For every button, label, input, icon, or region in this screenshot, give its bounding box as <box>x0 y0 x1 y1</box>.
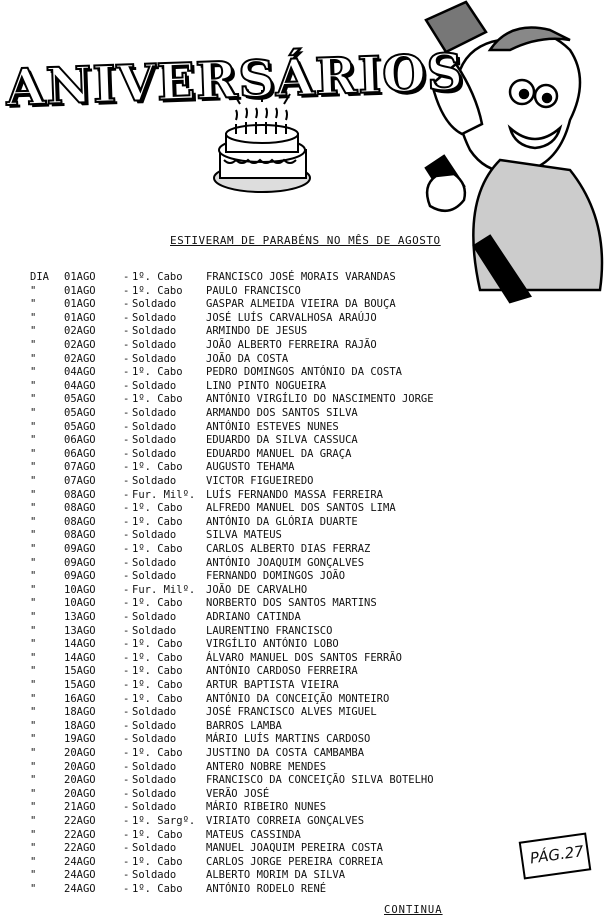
row-name: JOÃO DA COSTA <box>206 352 289 365</box>
row-marker: " <box>30 325 37 338</box>
row-date: 04AGO <box>64 379 96 392</box>
row-rank: Soldado <box>132 624 177 637</box>
row-marker: " <box>30 774 37 787</box>
row-name: JOÃO DE CARVALHO <box>206 583 308 596</box>
row-rank: 1º. Sargº. <box>132 815 196 827</box>
row-dash: - <box>123 692 130 705</box>
row-rank: Soldado <box>132 420 177 433</box>
row-name: JOSÉ FRANCISCO ALVES MIGUEL <box>206 706 377 719</box>
row-name: JUSTINO DA COSTA CAMBAMBA <box>206 747 365 759</box>
row-rank: Soldado <box>132 869 177 882</box>
row-marker: " <box>30 352 37 365</box>
row-name: JOÃO ALBERTO FERREIRA RAJÃO <box>206 339 377 351</box>
row-marker: " <box>30 679 37 691</box>
row-marker: " <box>30 407 37 419</box>
row-rank: Soldado <box>132 556 177 569</box>
page-number-stamp <box>518 831 593 880</box>
row-marker: " <box>30 855 37 868</box>
row-dash: - <box>123 869 130 882</box>
row-date: 05AGO <box>64 393 96 406</box>
row-date: 22AGO <box>64 842 96 855</box>
row-dash: - <box>123 842 130 855</box>
row-marker: " <box>30 461 37 474</box>
row-rank: 1º. Cabo <box>132 692 183 705</box>
row-dash: - <box>123 379 130 392</box>
row-rank: 1º. Cabo <box>132 271 183 283</box>
row-name: LUÍS FERNANDO MASSA FERREIRA <box>206 488 384 501</box>
row-name: PEDRO DOMINGOS ANTÓNIO DA COSTA <box>206 366 402 379</box>
row-rank: Fur. Milº. <box>132 488 196 501</box>
row-date: 21AGO <box>64 801 96 814</box>
row-dash: - <box>123 366 130 379</box>
row-date: 14AGO <box>64 638 96 651</box>
row-date: 01AGO <box>64 298 96 311</box>
row-dash: - <box>123 271 130 283</box>
row-date: 09AGO <box>64 556 96 569</box>
row-marker: " <box>30 311 37 324</box>
row-dash: - <box>123 760 130 773</box>
page-title: ANIVERSÁRIOS <box>5 42 465 117</box>
row-name: BARROS LAMBA <box>206 719 282 732</box>
row-dash: - <box>123 828 130 841</box>
row-name: VICTOR FIGUEIREDO <box>206 475 314 487</box>
row-marker: " <box>30 284 37 297</box>
row-dash: - <box>123 787 130 800</box>
row-rank: Soldado <box>132 733 177 746</box>
row-rank: 1º. Cabo <box>132 855 183 868</box>
row-dash: - <box>123 515 130 528</box>
row-marker: " <box>30 611 37 623</box>
row-name: EDUARDO MANUEL DA GRAÇA <box>206 447 352 460</box>
row-dash: - <box>123 407 130 419</box>
row-date: 10AGO <box>64 597 96 610</box>
row-date: 19AGO <box>64 733 96 746</box>
row-marker: " <box>30 638 37 651</box>
row-rank: Soldado <box>132 787 177 800</box>
row-name: FRANCISCO DA CONCEIÇÃO SILVA BOTELHO <box>206 774 434 787</box>
row-name: ANTÓNIO JOAQUIM GONÇALVES <box>206 556 365 569</box>
row-name: LINO PINTO NOGUEIRA <box>206 379 327 392</box>
row-dash: - <box>123 570 130 583</box>
row-dash: - <box>123 475 130 487</box>
row-date: 06AGO <box>64 447 96 460</box>
row-rank: Soldado <box>132 719 177 732</box>
row-rank: 1º. Cabo <box>132 366 183 379</box>
row-date: 01AGO <box>64 271 96 283</box>
row-date: 24AGO <box>64 855 96 868</box>
row-date: 04AGO <box>64 366 96 379</box>
row-marker: " <box>30 556 37 569</box>
row-name: ANTERO NOBRE MENDES <box>206 760 327 773</box>
row-name: ANTÓNIO DA CONCEIÇÃO MONTEIRO <box>206 692 390 705</box>
row-marker: " <box>30 475 37 487</box>
row-date: 02AGO <box>64 325 96 338</box>
row-name: MÁRIO RIBEIRO NUNES <box>206 801 327 814</box>
row-date: 10AGO <box>64 583 96 596</box>
row-rank: 1º. Cabo <box>132 597 183 610</box>
row-name: CARLOS ALBERTO DIAS FERRAZ <box>206 543 371 555</box>
row-dash: - <box>123 733 130 746</box>
row-date: 13AGO <box>64 624 96 637</box>
row-rank: Soldado <box>132 352 177 365</box>
row-rank: Soldado <box>132 325 177 338</box>
row-date: 24AGO <box>64 883 96 895</box>
row-marker: " <box>30 828 37 841</box>
row-rank: 1º. Cabo <box>132 502 183 515</box>
row-marker: " <box>30 815 37 827</box>
row-dash: - <box>123 298 130 311</box>
row-dash: - <box>123 339 130 351</box>
row-rank: Soldado <box>132 298 177 311</box>
row-dash: - <box>123 638 130 651</box>
row-name: ALFREDO MANUEL DOS SANTOS LIMA <box>206 502 396 515</box>
row-date: 24AGO <box>64 869 96 882</box>
row-name: VIRGÍLIO ANTÓNIO LOBO <box>206 638 339 651</box>
row-rank: 1º. Cabo <box>132 665 183 678</box>
row-name: FERNANDO DOMINGOS JOÃO <box>206 570 346 583</box>
row-marker: " <box>30 624 37 637</box>
row-date: 20AGO <box>64 747 96 759</box>
row-rank: Fur. Milº. <box>132 583 196 596</box>
row-dash: - <box>123 529 130 542</box>
row-marker: " <box>30 747 37 759</box>
row-name: ANTÓNIO CARDOSO FERREIRA <box>206 665 358 678</box>
row-date: 08AGO <box>64 529 96 542</box>
row-marker: " <box>30 651 37 664</box>
row-dash: - <box>123 393 130 406</box>
row-date: 09AGO <box>64 543 96 555</box>
row-marker: " <box>30 692 37 705</box>
row-marker: " <box>30 583 37 596</box>
row-rank: 1º. Cabo <box>132 638 183 651</box>
row-dash: - <box>123 801 130 814</box>
row-marker: " <box>30 393 37 406</box>
row-dash: - <box>123 624 130 637</box>
row-date: 08AGO <box>64 502 96 515</box>
row-rank: Soldado <box>132 529 177 542</box>
row-date: 05AGO <box>64 407 96 419</box>
row-name: LAURENTINO FRANCISCO <box>206 624 333 637</box>
row-date: 20AGO <box>64 760 96 773</box>
row-date: 01AGO <box>64 311 96 324</box>
row-rank: 1º. Cabo <box>132 515 183 528</box>
row-name: FRANCISCO JOSÉ MORAIS VARANDAS <box>206 271 396 283</box>
row-name: MATEUS CASSINDA <box>206 828 301 841</box>
row-name: CARLOS JORGE PEREIRA CORREIA <box>206 855 384 868</box>
row-dash: - <box>123 665 130 678</box>
row-date: 18AGO <box>64 719 96 732</box>
section-header: ESTIVERAM DE PARABÉNS NO MÊS DE AGOSTO <box>170 234 441 247</box>
row-marker: " <box>30 842 37 855</box>
row-marker: " <box>30 434 37 447</box>
row-rank: 1º. Cabo <box>132 284 183 297</box>
row-name: MÁRIO LUÍS MARTINS CARDOSO <box>206 733 371 746</box>
row-rank: Soldado <box>132 611 177 623</box>
row-date: 13AGO <box>64 611 96 623</box>
row-dash: - <box>123 855 130 868</box>
row-dash: - <box>123 434 130 447</box>
row-marker: " <box>30 298 37 311</box>
row-rank: Soldado <box>132 407 177 419</box>
row-dash: - <box>123 774 130 787</box>
row-name: ANTÓNIO DA GLÓRIA DUARTE <box>206 515 358 528</box>
row-date: 05AGO <box>64 420 96 433</box>
row-dash: - <box>123 679 130 691</box>
row-marker: " <box>30 543 37 555</box>
row-date: 20AGO <box>64 787 96 800</box>
row-marker: " <box>30 488 37 501</box>
row-name: ARTUR BAPTISTA VIEIRA <box>206 679 339 691</box>
row-marker: " <box>30 665 37 678</box>
continued-label: CONTINUA <box>384 904 443 916</box>
row-dash: - <box>123 883 130 895</box>
row-name: SILVA MATEUS <box>206 529 282 542</box>
row-marker: " <box>30 787 37 800</box>
row-marker: " <box>30 597 37 610</box>
row-rank: Soldado <box>132 774 177 787</box>
row-dash: - <box>123 447 130 460</box>
row-name: VERÃO JOSÉ <box>206 787 270 800</box>
row-name: ARMINDO DE JESUS <box>206 325 308 338</box>
row-name: JOSÉ LUÍS CARVALHOSA ARAÚJO <box>206 311 377 324</box>
row-dash: - <box>123 284 130 297</box>
row-rank: Soldado <box>132 760 177 773</box>
row-rank: Soldado <box>132 339 177 351</box>
row-rank: 1º. Cabo <box>132 883 183 895</box>
row-name: VIRIATO CORREIA GONÇALVES <box>206 815 365 827</box>
row-dash: - <box>123 420 130 433</box>
row-dash: - <box>123 556 130 569</box>
row-marker: " <box>30 570 37 583</box>
row-date: 15AGO <box>64 665 96 678</box>
row-date: 07AGO <box>64 461 96 474</box>
row-name: ALBERTO MORIM DA SILVA <box>206 869 346 882</box>
row-marker: " <box>30 339 37 351</box>
row-marker: " <box>30 502 37 515</box>
row-date: 09AGO <box>64 570 96 583</box>
row-rank: Soldado <box>132 706 177 719</box>
row-rank: 1º. Cabo <box>132 393 183 406</box>
row-rank: 1º. Cabo <box>132 651 183 664</box>
row-name: ÁLVARO MANUEL DOS SANTOS FERRÃO <box>206 651 402 664</box>
row-rank: Soldado <box>132 447 177 460</box>
row-marker: " <box>30 515 37 528</box>
row-dash: - <box>123 719 130 732</box>
row-name: GASPAR ALMEIDA VIEIRA DA BOUÇA <box>206 298 396 311</box>
row-dash: - <box>123 543 130 555</box>
row-dash: - <box>123 706 130 719</box>
row-date: 08AGO <box>64 488 96 501</box>
row-dash: - <box>123 611 130 623</box>
row-marker: " <box>30 869 37 882</box>
row-name: AUGUSTO TEHAMA <box>206 461 295 474</box>
row-marker: " <box>30 733 37 746</box>
row-marker: " <box>30 529 37 542</box>
row-dash: - <box>123 488 130 501</box>
row-rank: Soldado <box>132 311 177 324</box>
row-rank: 1º. Cabo <box>132 828 183 841</box>
row-marker: " <box>30 706 37 719</box>
row-dash: - <box>123 311 130 324</box>
row-date: 20AGO <box>64 774 96 787</box>
row-dash: - <box>123 502 130 515</box>
row-dash: - <box>123 583 130 596</box>
row-name: MANUEL JOAQUIM PEREIRA COSTA <box>206 842 384 855</box>
row-date: 08AGO <box>64 515 96 528</box>
row-date: 16AGO <box>64 692 96 705</box>
row-marker: DIA <box>30 271 49 283</box>
row-rank: Soldado <box>132 801 177 814</box>
row-dash: - <box>123 597 130 610</box>
row-date: 01AGO <box>64 284 96 297</box>
row-name: ANTÓNIO VIRGÍLIO DO NASCIMENTO JORGE <box>206 393 434 406</box>
row-date: 06AGO <box>64 434 96 447</box>
row-marker: " <box>30 760 37 773</box>
row-rank: Soldado <box>132 570 177 583</box>
row-dash: - <box>123 325 130 338</box>
row-marker: " <box>30 447 37 460</box>
row-dash: - <box>123 461 130 474</box>
row-dash: - <box>123 651 130 664</box>
row-rank: 1º. Cabo <box>132 747 183 759</box>
row-marker: " <box>30 366 37 379</box>
row-marker: " <box>30 379 37 392</box>
row-dash: - <box>123 815 130 827</box>
row-date: 02AGO <box>64 339 96 351</box>
row-date: 22AGO <box>64 815 96 827</box>
row-rank: Soldado <box>132 379 177 392</box>
page-number: PÁG.27 <box>528 842 585 868</box>
row-name: ANTÓNIO RODELO RENÉ <box>206 883 327 895</box>
row-marker: " <box>30 719 37 732</box>
row-name: NORBERTO DOS SANTOS MARTINS <box>206 597 377 610</box>
row-rank: 1º. Cabo <box>132 543 183 555</box>
row-dash: - <box>123 747 130 759</box>
row-date: 15AGO <box>64 679 96 691</box>
row-marker: " <box>30 801 37 814</box>
row-rank: 1º. Cabo <box>132 461 183 474</box>
row-marker: " <box>30 883 37 895</box>
row-name: ARMANDO DOS SANTOS SILVA <box>206 407 358 419</box>
row-date: 02AGO <box>64 352 96 365</box>
row-marker: " <box>30 420 37 433</box>
row-rank: Soldado <box>132 842 177 855</box>
row-name: EDUARDO DA SILVA CASSUCA <box>206 434 358 447</box>
row-name: ANTÓNIO ESTEVES NUNES <box>206 420 339 433</box>
row-date: 07AGO <box>64 475 96 487</box>
row-date: 14AGO <box>64 651 96 664</box>
row-name: PAULO FRANCISCO <box>206 284 301 297</box>
row-rank: Soldado <box>132 434 177 447</box>
row-name: ADRIANO CATINDA <box>206 611 301 623</box>
row-date: 22AGO <box>64 828 96 841</box>
row-date: 18AGO <box>64 706 96 719</box>
row-rank: 1º. Cabo <box>132 679 183 691</box>
row-rank: Soldado <box>132 475 177 487</box>
row-dash: - <box>123 352 130 365</box>
